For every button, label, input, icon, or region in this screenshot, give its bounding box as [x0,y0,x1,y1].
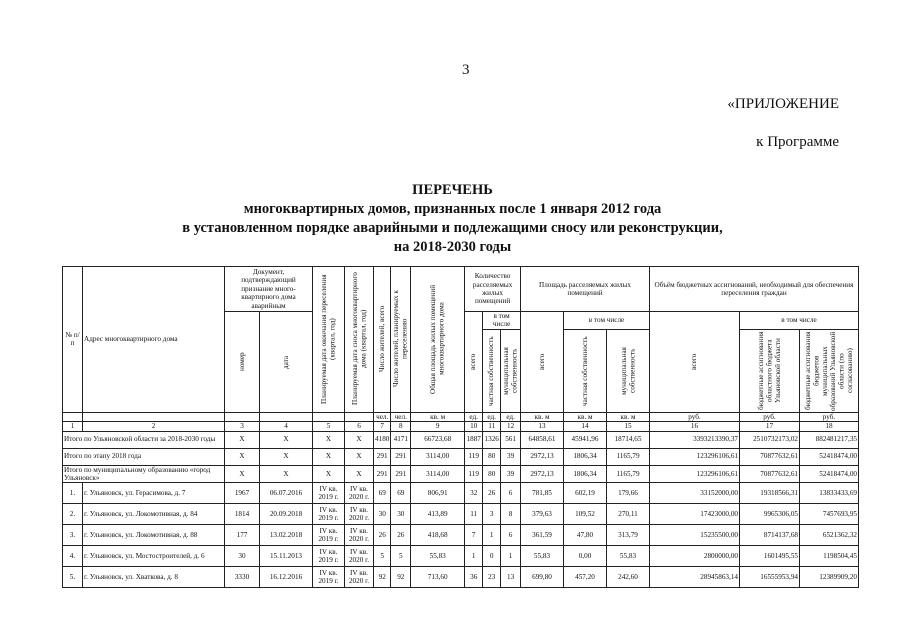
summary-label: Итого по муниципальному образованию «город Ульяновск» [63,465,225,483]
summary-cell: 4180 [374,431,391,448]
unit-cell [225,412,260,421]
row-cell: 6 [501,525,521,546]
summary-cell: X [225,465,260,483]
column-number: 10 [465,422,483,431]
row-number: 4. [63,546,83,567]
unit-cell: кв. м [607,412,650,421]
row-cell: 32 [465,483,483,504]
summary-cell: 291 [374,465,391,483]
row-cell: 361,59 [521,525,564,546]
summary-cell: 561 [501,431,521,448]
summary-cell: 123296106,61 [650,465,740,483]
summary-row [63,431,859,448]
row-cell: 15235500,00 [650,525,740,546]
row-cell: 13 [501,567,521,588]
row-doc-date: 15.11.2013 [260,546,313,567]
row-cell: 1 [501,546,521,567]
row-cell: 55,83 [521,546,564,567]
summary-cell: 39 [501,448,521,465]
row-cell: 1601495,55 [740,546,800,567]
header-address: Адрес многоквартирного дома [83,267,225,413]
summary-label: Итого по этапу 2018 года [63,448,225,465]
column-number: 12 [501,422,521,431]
row-number: 5. [63,567,83,588]
summary-cell: X [345,448,374,465]
row-doc-number: 3330 [225,567,260,588]
unit-cell [345,412,374,421]
summary-cell: 64858,61 [521,431,564,448]
row-cell: 69 [391,483,411,504]
row-cell: 270,11 [607,504,650,525]
header-count-private: частная собственность [483,329,501,412]
row-cell: 313,79 [607,525,650,546]
unit-cell [260,412,313,421]
unit-cell [63,412,83,421]
column-number: 9 [411,422,465,431]
summary-cell: 291 [391,465,411,483]
row-cell: 1 [465,546,483,567]
summary-cell: 66723,68 [411,431,465,448]
column-numbers-row [63,422,859,431]
row-number: 2. [63,504,83,525]
header-count-rooms: Количество расселяемых жилых помещений [465,267,521,312]
row-cell: 6 [501,483,521,504]
summary-cell: 1326 [483,431,501,448]
row-doc-number: 1814 [225,504,260,525]
header-total-area: Общая площадь жилых помещений многоквартирного дома [411,267,465,413]
summary-cell: 119 [465,465,483,483]
unit-cell: руб. [800,412,859,421]
header-area-in-that-number: в том числе [564,312,650,330]
column-number: 13 [521,422,564,431]
row-address: г. Ульяновск, ул. Герасимова, д. 7 [83,483,225,504]
summary-cell: 2972,13 [521,465,564,483]
row-cell: 379,63 [521,504,564,525]
row-cell: 179,66 [607,483,650,504]
row-doc-date: 13.02.2018 [260,525,313,546]
table-row [63,567,859,588]
header-num: № п/п [63,267,83,413]
row-cell: 26 [374,525,391,546]
unit-cell [313,412,345,421]
row-cell: 30 [391,504,411,525]
summary-cell: 45941,96 [564,431,607,448]
units-row [63,412,859,421]
summary-cell: X [313,431,345,448]
row-cell: 457,20 [564,567,607,588]
unit-cell: ед. [501,412,521,421]
header-budget: Объём бюджетных ассигнований, необходимый для обеспечения переселения граждан [650,267,859,312]
row-cell: 23 [483,567,501,588]
row-doc-date: 16.12.2016 [260,567,313,588]
header-count-municipal: муниципальная собственность [501,329,521,412]
unit-cell: чел. [374,412,391,421]
row-cell: 33152000,00 [650,483,740,504]
summary-row [63,465,859,483]
summary-cell: 3393213390,37 [650,431,740,448]
row-cell: 8 [501,504,521,525]
header-residents-planned: Число жителей, планируемых к переселению [391,267,411,413]
summary-cell: 1165,79 [607,448,650,465]
column-number: 15 [607,422,650,431]
header-count-total: всего [465,312,483,413]
column-number: 5 [313,422,345,431]
summary-cell: 4171 [391,431,411,448]
column-number: 14 [564,422,607,431]
row-cell: 699,80 [521,567,564,588]
summary-cell: X [313,448,345,465]
row-doc-number: 30 [225,546,260,567]
row-cell: 28945863,14 [650,567,740,588]
summary-cell: 1806,34 [564,448,607,465]
header-budget-total: всего [650,312,740,413]
row-cell: 7457693,95 [800,504,859,525]
unit-cell: кв. м [521,412,564,421]
summary-cell: 18714,65 [607,431,650,448]
row-cell: 16555953,94 [740,567,800,588]
summary-cell: 80 [483,465,501,483]
appendix-program: к Программе [756,134,839,150]
row-planned-end: IV кв. 2019 г. [313,504,345,525]
row-cell: 19318566,31 [740,483,800,504]
row-cell: 9965306,05 [740,504,800,525]
header-planned-end: Планируемая дата окончания переселения (квартал, год) [313,267,345,413]
column-number: 18 [800,422,859,431]
row-doc-number: 177 [225,525,260,546]
column-number: 6 [345,422,374,431]
row-planned-end: IV кв. 2019 г. [313,546,345,567]
row-address: г. Ульяновск, ул. Хваткова, д. 8 [83,567,225,588]
row-cell: 17423000,00 [650,504,740,525]
row-cell: 69 [374,483,391,504]
column-number: 8 [391,422,411,431]
row-cell: 109,52 [564,504,607,525]
table-row [63,504,859,525]
unit-cell [83,412,225,421]
row-planned-end: IV кв. 2019 г. [313,525,345,546]
summary-cell: 39 [501,465,521,483]
row-address: г. Ульяновск, ул. Локомотивная, д. 88 [83,525,225,546]
row-cell: 55,83 [607,546,650,567]
summary-row [63,448,859,465]
row-address: г. Ульяновск, ул. Локомотивная, д. 84 [83,504,225,525]
summary-cell: X [313,465,345,483]
row-cell: 413,89 [411,504,465,525]
document-subtitle-2: в установленном порядке аварийными и подлежащими сносу или реконструкции, [182,220,723,236]
column-number: 4 [260,422,313,431]
header-area-total: всего [521,312,564,413]
row-number: 3. [63,525,83,546]
row-cell: 5 [374,546,391,567]
row-address: г. Ульяновск, ул. Мостостроителей, д. 6 [83,546,225,567]
header-doc-date: дата [260,312,313,413]
table-row [63,483,859,504]
summary-cell: 1806,34 [564,465,607,483]
row-cell: 26 [483,483,501,504]
column-number: 11 [483,422,501,431]
column-number: 16 [650,422,740,431]
row-cell: 30 [374,504,391,525]
row-planned-end: IV кв. 2019 г. [313,567,345,588]
header-area-private: частная собственность [564,329,607,412]
header-residents-total: Число жителей, всего [374,267,391,413]
row-cell: 713,60 [411,567,465,588]
column-number: 17 [740,422,800,431]
summary-cell: 3114,00 [411,448,465,465]
unit-cell: ед. [483,412,501,421]
summary-cell: X [260,431,313,448]
summary-label: Итого по Ульяновской области за 2018-2030 годы [63,431,225,448]
summary-cell: 3114,00 [411,465,465,483]
row-cell: 1198504,45 [800,546,859,567]
column-number: 7 [374,422,391,431]
page-number: 3 [462,62,470,78]
summary-cell: 291 [374,448,391,465]
row-cell: 6521362,32 [800,525,859,546]
row-cell: 11 [465,504,483,525]
row-cell: 7 [465,525,483,546]
row-doc-number: 1967 [225,483,260,504]
row-cell: 0 [483,546,501,567]
summary-cell: X [345,431,374,448]
summary-cell: 119 [465,448,483,465]
unit-cell: руб. [740,412,800,421]
row-cell: 92 [391,567,411,588]
row-cell: 13833433,69 [800,483,859,504]
summary-cell: 2510732173,02 [740,431,800,448]
appendix-label: «ПРИЛОЖЕНИЕ [727,96,839,112]
header-document: Документ, подтверждающий признание много-квартирного дома аварийным [225,267,313,312]
header-count-in-that-number: в том числе [483,312,521,330]
summary-cell: 123296106,61 [650,448,740,465]
row-cell: 47,80 [564,525,607,546]
row-cell: 26 [391,525,411,546]
column-number: 2 [83,422,225,431]
header-area-municipal: муниципальная собственность [607,329,650,412]
header-budget-regional: бюджетные ассигнования областного бюджета Ульяновской области [740,329,800,412]
summary-cell: 80 [483,448,501,465]
header-planned-demolition: Планируемая дата сноса многоквартирного дома (квартал, год) [345,267,374,413]
document-title: ПЕРЕЧЕНЬ [412,182,493,198]
summary-cell: 70877632,61 [740,465,800,483]
row-planned-demolition: IV кв. 2020 г. [345,504,374,525]
document-subtitle-1: многоквартирных домов, признанных после 1 января 2012 года [243,201,662,217]
column-number: 1 [63,422,83,431]
header-budget-municipal: бюджетные ассигнования бюджетов муниципальных образований Ульяновской области (по согласованию) [800,329,859,412]
summary-cell: 1887 [465,431,483,448]
unit-cell: кв. м [411,412,465,421]
summary-cell: 2972,13 [521,448,564,465]
summary-cell: X [345,465,374,483]
row-cell: 781,85 [521,483,564,504]
document-subtitle-3: на 2018-2030 годы [393,239,512,255]
row-cell: 418,68 [411,525,465,546]
unit-cell: чел. [391,412,411,421]
row-cell: 12389909,20 [800,567,859,588]
summary-cell: X [260,448,313,465]
header-doc-number: номер [225,312,260,413]
summary-cell: 52418474,00 [800,448,859,465]
row-cell: 55,83 [411,546,465,567]
summary-cell: 52418474,00 [800,465,859,483]
row-planned-demolition: IV кв. 2020 г. [345,567,374,588]
summary-cell: 1165,79 [607,465,650,483]
row-cell: 3 [483,504,501,525]
summary-cell: 291 [391,448,411,465]
column-number: 3 [225,422,260,431]
unit-cell: кв. м [564,412,607,421]
summary-cell: X [260,465,313,483]
unit-cell: ед. [465,412,483,421]
row-cell: 1 [483,525,501,546]
summary-cell: 882481217,35 [800,431,859,448]
row-cell: 242,60 [607,567,650,588]
row-number: 1. [63,483,83,504]
row-cell: 806,91 [411,483,465,504]
row-planned-demolition: IV кв. 2020 г. [345,546,374,567]
header-area-resettled: Площадь расселяемых жилых помещений [521,267,650,312]
table-row [63,525,859,546]
summary-cell: 70877632,61 [740,448,800,465]
row-cell: 92 [374,567,391,588]
row-cell: 5 [391,546,411,567]
row-cell: 602,19 [564,483,607,504]
row-doc-date: 20.09.2018 [260,504,313,525]
row-cell: 0,00 [564,546,607,567]
register-table [62,266,859,588]
summary-cell: X [225,448,260,465]
row-cell: 2800000,00 [650,546,740,567]
row-cell: 8714137,68 [740,525,800,546]
row-planned-end: IV кв. 2019 г. [313,483,345,504]
row-cell: 36 [465,567,483,588]
table-row [63,546,859,567]
row-planned-demolition: IV кв. 2020 г. [345,525,374,546]
header-budget-in-that-number: в том числе [740,312,859,330]
unit-cell: руб. [650,412,740,421]
row-doc-date: 06.07.2016 [260,483,313,504]
row-planned-demolition: IV кв. 2020 г. [345,483,374,504]
summary-cell: X [225,431,260,448]
